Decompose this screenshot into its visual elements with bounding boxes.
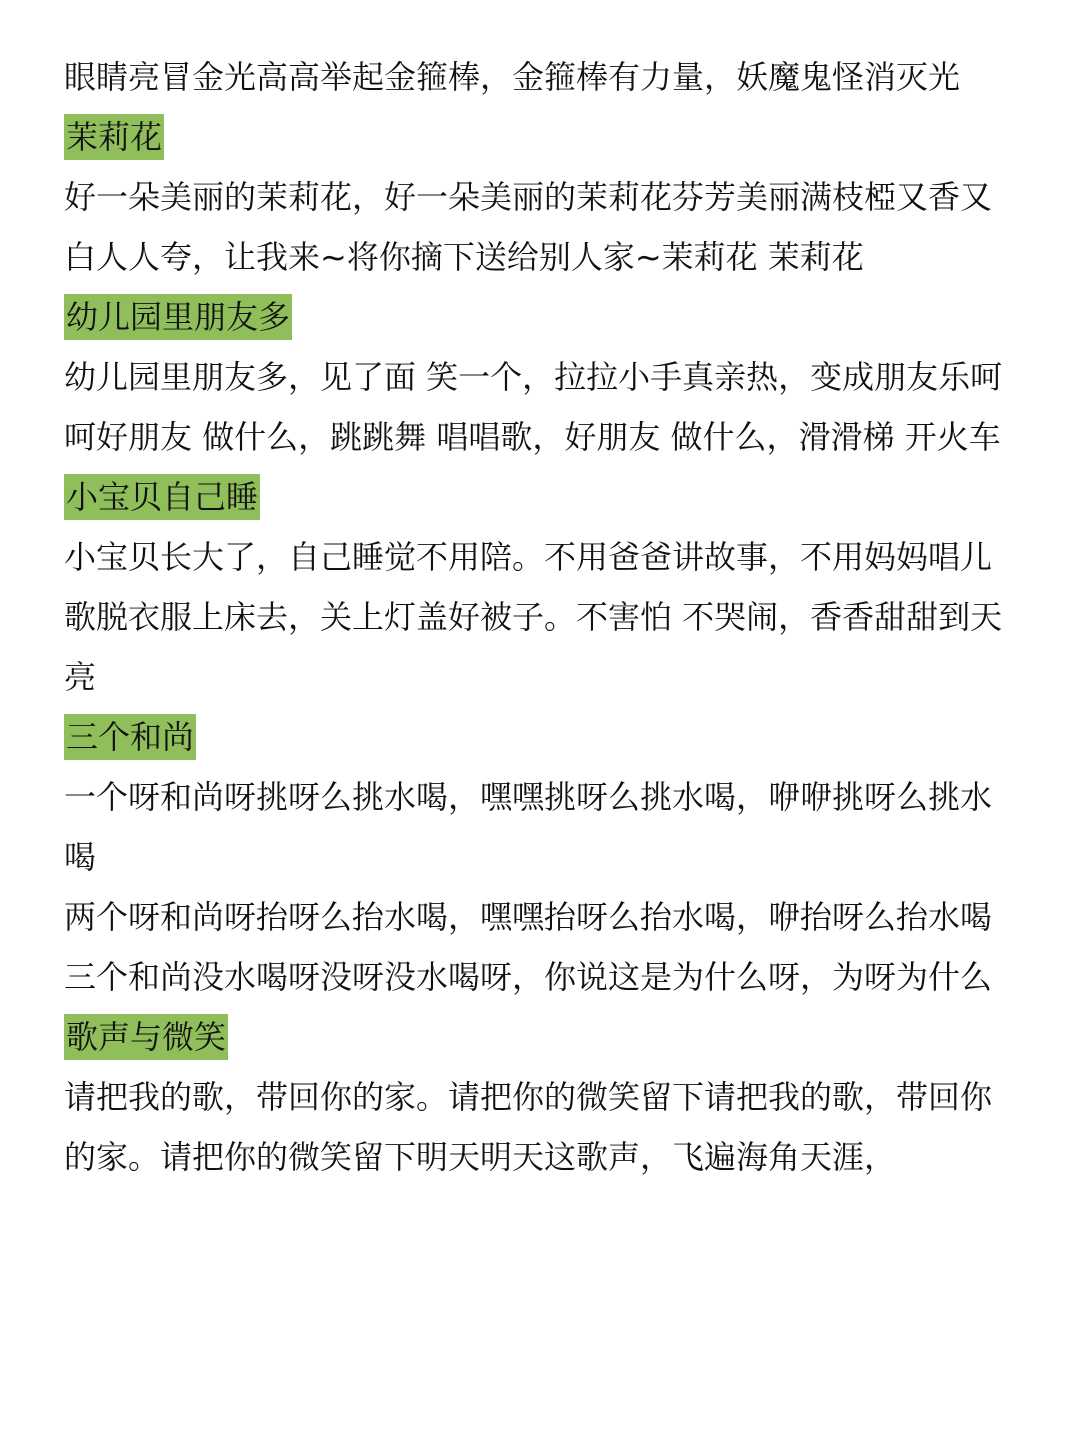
song-title-row (64, 467, 1004, 527)
lyrics-paragraph: 小宝贝长大了，自己睡觉不用陪。不用爸爸讲故事，不用妈妈唱儿歌脱衣服上床去，关上灯盖好被子。不害怕 不哭闹，香香甜甜到天亮 (64, 538, 1003, 696)
song-title-row (64, 707, 1004, 767)
song-title-row (64, 287, 1004, 347)
lyrics-paragraph: 请把我的歌，带回你的家。请把你的微笑留下请把我的歌，带回你的家。请把你的微笑留下明天明天这歌声，飞遍海角天涯， (64, 1078, 993, 1176)
song-title: 茉莉花 (64, 114, 164, 160)
lyrics-document (64, 47, 1004, 1187)
lyrics-paragraph: 两个呀和尚呀抬呀么抬水喝，嘿嘿抬呀么抬水喝，咿抬呀么抬水喝 (64, 898, 993, 936)
song-title-row (64, 1007, 1004, 1067)
lyrics-paragraph: 幼儿园里朋友多，见了面 笑一个，拉拉小手真亲热，变成朋友乐呵呵好朋友 做什么，跳跳舞 唱唱歌，好朋友 做什么，滑滑梯 开火车 (64, 358, 1003, 456)
song-title: 歌声与微笑 (64, 1014, 228, 1060)
lyrics-paragraph: 一个呀和尚呀挑呀么挑水喝，嘿嘿挑呀么挑水喝，咿咿挑呀么挑水喝 (64, 778, 993, 876)
song-title-row (64, 107, 1004, 167)
lyrics-paragraph: 眼睛亮冒金光高高举起金箍棒，金箍棒有力量，妖魔鬼怪消灭光 (64, 58, 961, 96)
lyrics-paragraph: 好一朵美丽的茉莉花，好一朵美丽的茉莉花芬芳美丽满枝椏又香又白人人夸，让我来~将你摘下送给别人家~茉莉花 茉莉花 (64, 178, 993, 276)
song-title: 幼儿园里朋友多 (64, 294, 292, 340)
song-title: 小宝贝自己睡 (64, 474, 260, 520)
song-title: 三个和尚 (64, 714, 196, 760)
lyrics-paragraph: 三个和尚没水喝呀没呀没水喝呀，你说这是为什么呀，为呀为什么 (64, 958, 993, 996)
